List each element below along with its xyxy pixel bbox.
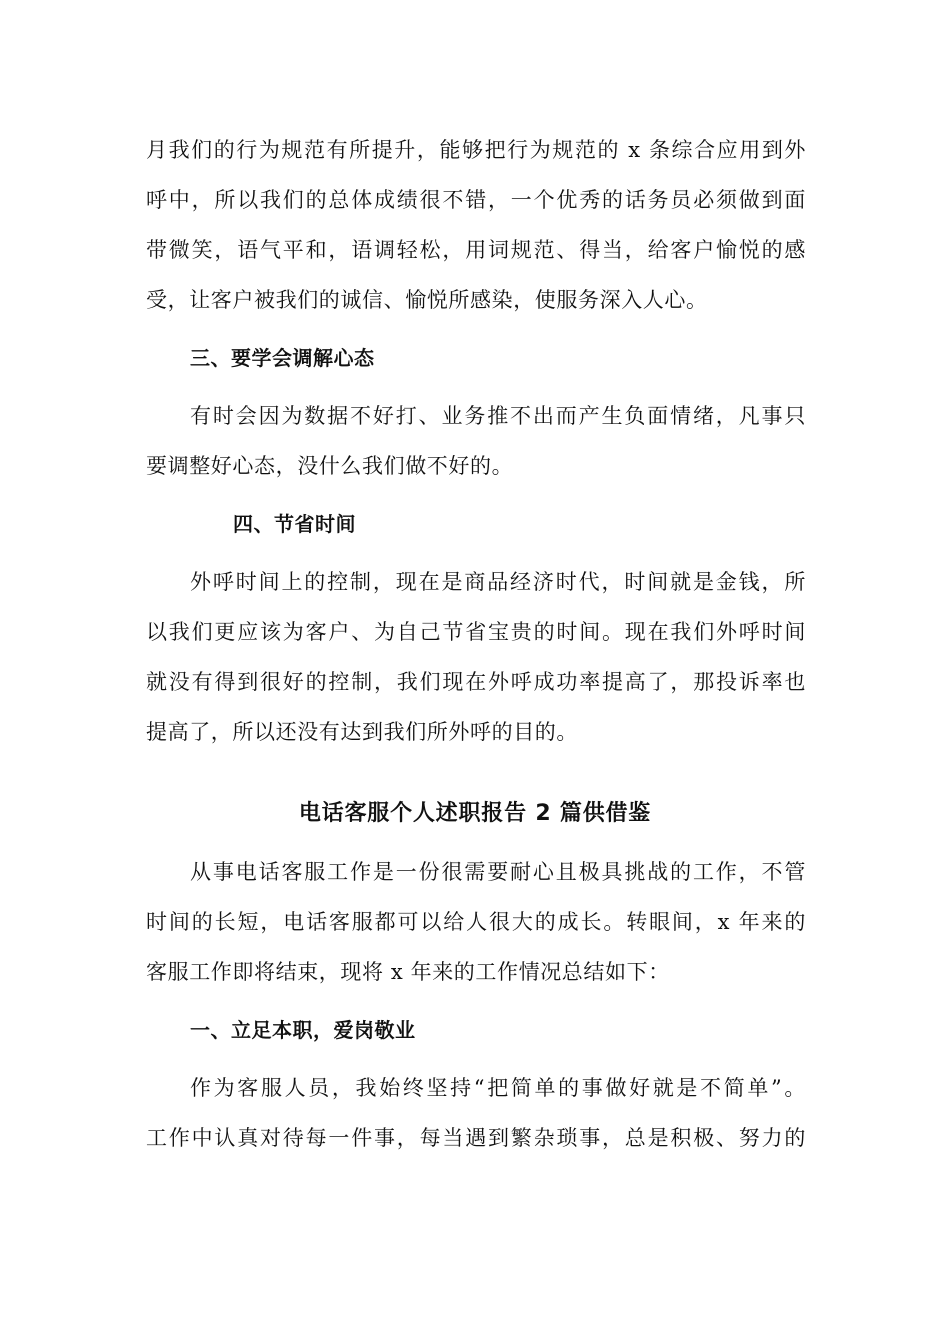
section3-line-1: 有时会因为数据不好打、业务推不出而产生负面情绪，凡事只 <box>190 404 806 428</box>
para1-line-2: 呼中，所以我们的总体成绩很不错，一个优秀的话务员必须做到面 <box>146 188 806 212</box>
section3-heading: 三、要学会调解心态 <box>190 346 375 370</box>
intro-line-1: 从事电话客服工作是一份很需要耐心且极具挑战的工作，不管 <box>190 860 806 884</box>
para1-line-1: 月我们的行为规范有所提升，能够把行为规范的 x 条综合应用到外 <box>146 138 806 162</box>
para1-line-3: 带微笑，语气平和，语调轻松，用词规范、得当，给客户愉悦的感 <box>146 238 806 262</box>
section4-line-1: 外呼时间上的控制，现在是商品经济时代，时间就是金钱，所 <box>190 570 806 594</box>
para1-line-4: 受，让客户被我们的诚信、愉悦所感染，使服务深入人心。 <box>146 288 708 312</box>
document-title: 电话客服个人述职报告 2 篇供借鉴 <box>298 801 652 826</box>
doc2-section1-line-1: 作为客服人员，我始终坚持“把简单的事做好就是不简单”。 <box>190 1076 806 1100</box>
section4-heading: 四、节省时间 <box>233 512 356 536</box>
intro-line-3: 客服工作即将结束，现将 x 年来的工作情况总结如下： <box>146 960 670 984</box>
section3-line-2: 要调整好心态，没什么我们做不好的。 <box>146 454 514 478</box>
section4-line-4: 提高了，所以还没有达到我们所外呼的目的。 <box>146 720 578 744</box>
section4-line-2: 以我们更应该为客户、为自己节省宝贵的时间。现在我们外呼时间 <box>146 620 806 644</box>
intro-line-2: 时间的长短，电话客服都可以给人很大的成长。转眼间，x 年来的 <box>146 910 806 934</box>
doc2-section1-heading: 一、立足本职，爱岗敬业 <box>190 1018 416 1042</box>
section4-line-3: 就没有得到很好的控制，我们现在外呼成功率提高了，那投诉率也 <box>146 670 806 694</box>
doc2-section1-line-2: 工作中认真对待每一件事，每当遇到繁杂琐事，总是积极、努力的 <box>146 1126 806 1150</box>
